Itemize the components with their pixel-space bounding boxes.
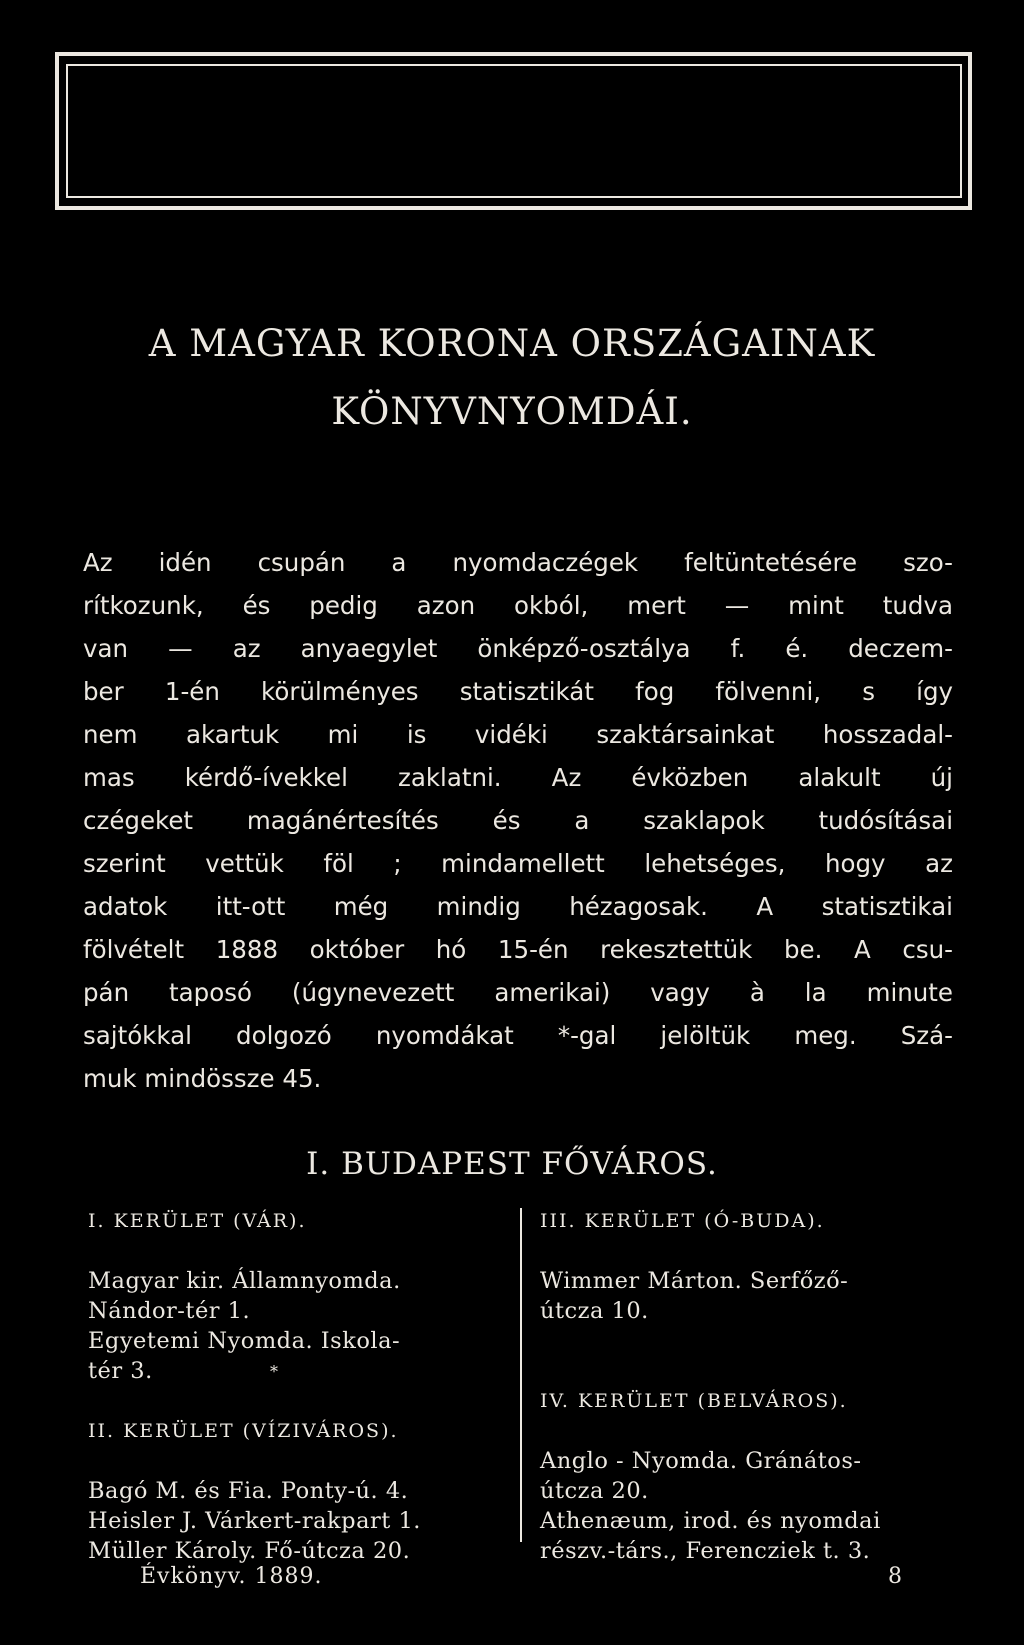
paragraph-line: rítkozunk, és pedig azon okból, mert — mint tudva: [83, 591, 953, 620]
intro-paragraph: [83, 541, 953, 1100]
paragraph-line: nem akartuk mi is vidéki szaktársainkat hosszadal-: [83, 720, 953, 749]
paragraph-line: pán taposó (úgynevezett amerikai) vagy à la minute: [83, 978, 953, 1007]
paragraph-line: ber 1-én körülményes statisztikát fog fölvenni, s így: [83, 677, 953, 706]
right-column: [540, 1206, 970, 1566]
printer-entry: Magyar kir. Államnyomda.: [88, 1268, 401, 1294]
printer-entry: Bagó M. és Fia. Ponty-ú. 4.: [88, 1478, 409, 1504]
spacer: [540, 1356, 970, 1386]
page-number: 8: [888, 1564, 902, 1589]
printer-entry: Anglo - Nyomda. Gránátos-: [540, 1448, 862, 1474]
district-heading: III. KERÜLET (Ó-BUDA).: [540, 1210, 825, 1232]
section-heading: I. BUDAPEST FŐVÁROS.: [306, 1146, 718, 1182]
decorative-frame-inner: [66, 64, 962, 198]
paragraph-line: fölvételt 1888 október hó 15-én rekesztettük be. A csu-: [83, 935, 953, 964]
printer-entry: részv.-társ., Ferencziek t. 3.: [540, 1538, 871, 1564]
spacer: [88, 1446, 508, 1476]
paragraph-line: szerint vettük föl ; mindamellett lehetséges, hogy az: [83, 849, 953, 878]
asterisk-mark: *: [270, 1362, 278, 1381]
paragraph-line: van — az anyaegylet önképző-osztálya f. é. deczem-: [83, 634, 953, 663]
left-column: [88, 1206, 508, 1566]
column-divider: [520, 1208, 522, 1542]
page-title: A MAGYAR KORONA ORSZÁGAINAK: [148, 322, 876, 365]
paragraph-line: sajtókkal dolgozó nyomdákat *-gal jelöltük meg. Szá-: [83, 1021, 953, 1050]
printer-entry: útcza 10.: [540, 1298, 649, 1324]
printer-entry: útcza 20.: [540, 1478, 649, 1504]
printer-entry: Wimmer Márton. Serfőző-: [540, 1268, 849, 1294]
footer-yearbook: Évkönyv. 1889.: [140, 1564, 323, 1589]
printer-entry: Athenæum, irod. és nyomdai: [540, 1508, 881, 1534]
spacer: [88, 1386, 508, 1416]
district-heading: II. KERÜLET (VÍZIVÁROS).: [88, 1420, 399, 1442]
paragraph-line: Az idén csupán a nyomdaczégek feltüntetésére szo-: [83, 548, 953, 577]
printer-entry: Egyetemi Nyomda. Iskola-: [88, 1328, 401, 1354]
printer-entry: Müller Károly. Fő-útcza 20.: [88, 1538, 411, 1564]
paragraph-line: czégeket magánértesítés és a szaklapok tudósításai: [83, 806, 953, 835]
paragraph-line: mas kérdő-ívekkel zaklatni. Az évközben alakult új: [83, 763, 953, 792]
spacer: [88, 1236, 508, 1266]
paragraph-line: muk mindössze 45.: [83, 1064, 322, 1093]
spacer: [540, 1416, 970, 1446]
spacer: [540, 1326, 970, 1356]
printer-entry: tér 3.: [88, 1358, 153, 1384]
printer-entry: Nándor-tér 1.: [88, 1298, 251, 1324]
spacer: [540, 1236, 970, 1266]
district-heading: IV. KERÜLET (BELVÁROS).: [540, 1390, 848, 1412]
district-heading: I. KERÜLET (VÁR).: [88, 1210, 307, 1232]
page-subtitle: KÖNYVNYOMDÁI.: [331, 390, 693, 433]
printer-entry: Heisler J. Várkert-rakpart 1.: [88, 1508, 421, 1534]
paragraph-line: adatok itt-ott még mindig hézagosak. A statisztikai: [83, 892, 953, 921]
